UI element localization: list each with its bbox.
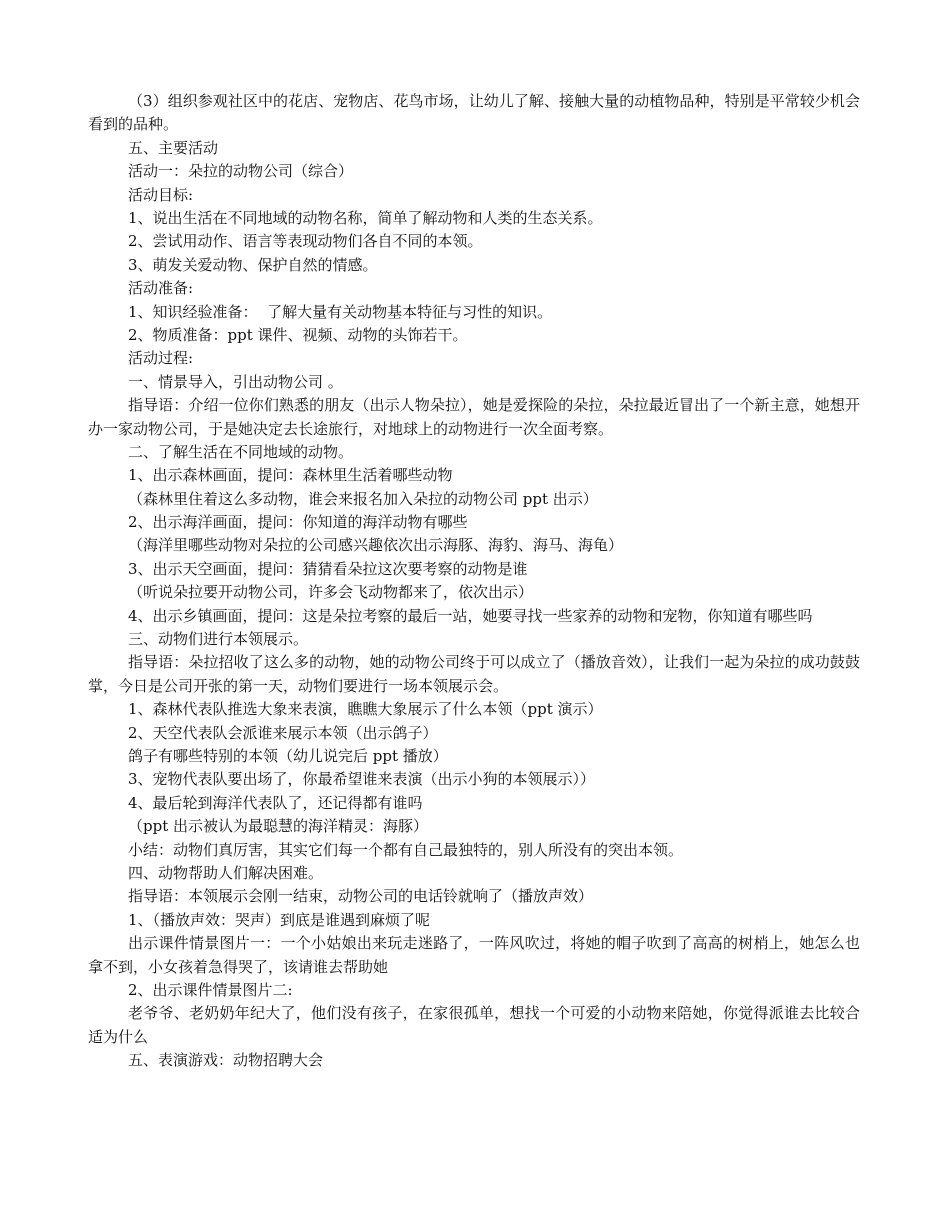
subheading: 活动目标:	[128, 185, 194, 204]
list-item: 3、出示天空画面，提问：猜猜看朵拉这次要考察的动物是谁	[128, 559, 528, 578]
list-item: 1、（播放声效：哭声）到底是谁遇到麻烦了呢	[128, 910, 431, 929]
subheading: 活动准备:	[128, 279, 194, 298]
list-note: （ppt 出示被认为最聪慧的海洋精灵：海豚）	[128, 817, 429, 836]
list-item: 1、知识经验准备： 了解大量有关动物基本特征与习性的知识。	[128, 302, 553, 321]
list-note: （听说朵拉要开动物公司，许多会飞动物都来了，依次出示）	[128, 583, 534, 602]
list-item: 2、物质准备：ppt 课件、视频、动物的头饰若干。	[128, 325, 468, 344]
list-item: 3、宠物代表队要出场了，你最希望谁来表演（出示小狗的本领展示））	[128, 770, 596, 789]
subheading: 活动过程:	[128, 349, 194, 368]
section-heading: 五、表演游戏：动物招聘大会	[128, 1051, 324, 1070]
list-note: 鸽子有哪些特别的本领（幼儿说完后 ppt 播放）	[128, 747, 448, 766]
paragraph: 出示课件情景图片一：一个小姑娘出来玩走迷路了，一阵风吹过，将她的帽子吹到了高高的树梢上，她怎么也拿不到，小女孩着急得哭了，该请谁去帮助她	[88, 934, 860, 976]
section-heading: 一、情景导入，引出动物公司 。	[128, 372, 343, 391]
section-heading: 三、动物们进行本领展示。	[128, 630, 309, 649]
list-item: 4、最后轮到海洋代表队了，还记得都有谁吗	[128, 793, 423, 812]
section-heading: 五、主要活动	[128, 138, 219, 157]
paragraph: 指导语：介绍一位你们熟悉的朋友（出示人物朵拉），她是爱探险的朵拉，朵拉最近冒出了一个新主意，她想开办一家动物公司，于是她决定去长途旅行，对地球上的动物进行一次全面考察。	[88, 396, 860, 438]
list-note: （海洋里哪些动物对朵拉的公司感兴趣依次出示海豚、海豹、海马、海龟）	[128, 536, 624, 555]
list-note: （森林里住着这么多动物，谁会来报名加入朵拉的动物公司 ppt 出示）	[128, 489, 598, 508]
paragraph: 指导语：朵拉招收了这么多的动物，她的动物公司终于可以成立了（播放音效），让我们一起为朵拉的成功鼓鼓掌，今日是公司开张的第一天，动物们要进行一场本领展示会。	[88, 653, 860, 695]
list-item: 1、说出生活在不同地域的动物名称，简单了解动物和人类的生态关系。	[128, 208, 603, 227]
list-item: 2、出示海洋画面，提问：你知道的海洋动物有哪些	[128, 513, 468, 532]
section-heading: 四、动物帮助人们解决困难。	[128, 864, 324, 882]
paragraph: （3）组织参观社区中的花店、宠物店、花鸟市场，让幼儿了解、接触大量的动植物品种，特别是平常较少机会看到的品种。	[88, 92, 860, 134]
list-item: 2、天空代表队会派谁来展示本领（出示鸽子）	[128, 723, 438, 742]
list-item: 指导语：本领展示会刚一结束，动物公司的电话铃就响了（播放声效）	[128, 887, 594, 906]
paragraph: 4、出示乡镇画面，提问：这是朵拉考察的最后一站，她要寻找一些家养的动物和宠物，你知道有哪些吗	[128, 606, 813, 625]
list-item: 1、出示森林画面，提问：森林里生活着哪些动物	[128, 466, 453, 485]
paragraph: 老爷爷、老奶奶年纪大了，他们没有孩子，在家很孤单，想找一个可爱的小动物来陪她，你觉得派谁去比较合适为什么	[88, 1004, 860, 1046]
section-heading: 二、了解生活在不同地域的动物。	[128, 442, 354, 461]
document-body	[88, 90, 860, 1073]
list-item: 3、萌发关爱动物、保护自然的情感。	[128, 255, 378, 274]
activity-title: 活动一：朵拉的动物公司（综合）	[128, 162, 354, 181]
list-item: 2、出示课件情景图片二:	[128, 980, 293, 999]
summary: 小结：动物们真厉害，其实它们每一个都有自己最独特的，别人所没有的突出本领。	[128, 840, 684, 859]
list-item: 2、尝试用动作、语言等表现动物们各自不同的本领。	[128, 232, 483, 251]
list-item: 1、森林代表队推选大象来表演，瞧瞧大象展示了什么本领（ppt 演示）	[128, 700, 603, 719]
